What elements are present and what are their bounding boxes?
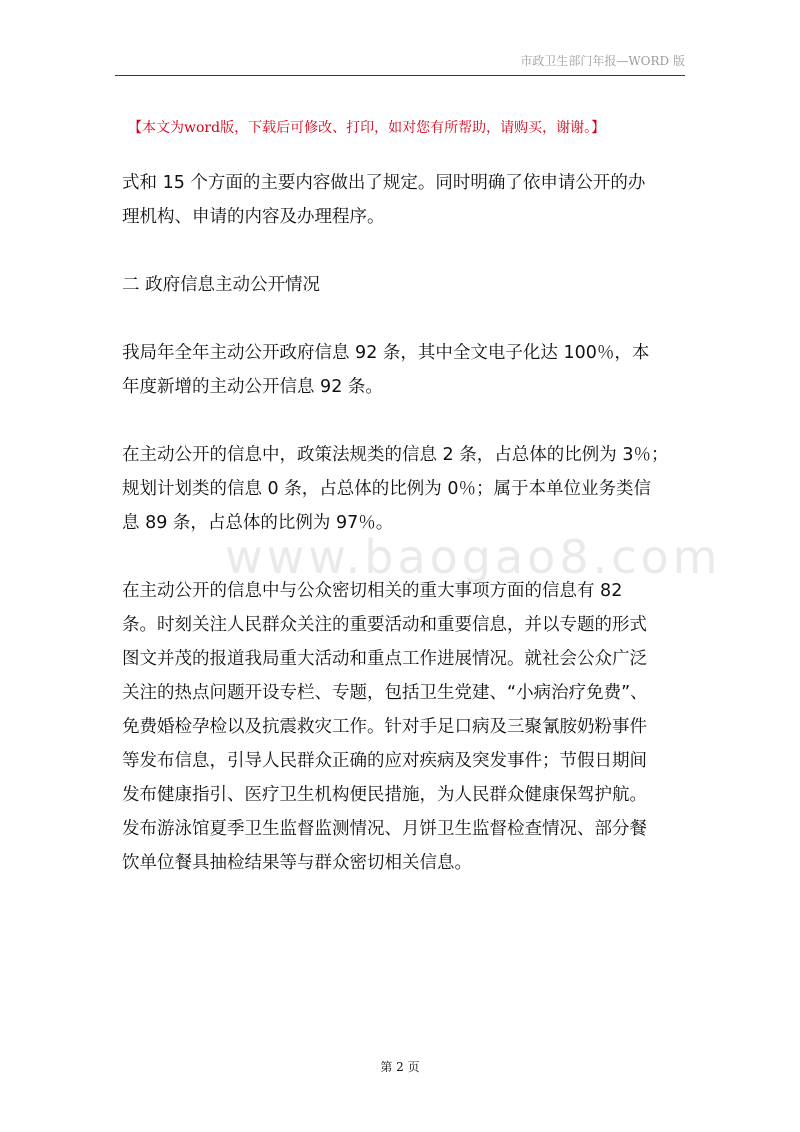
text-line: 关注的热点问题开设专栏、专题，包括卫生党建、“小病治疗免费”、 <box>122 683 648 703</box>
text-line: 息 89 条，占总体的比例为 97％。 <box>122 513 394 533</box>
text-line: 发布游泳馆夏季卫生监督监测情况、月饼卫生监督检查情况、部分餐 <box>122 819 647 839</box>
text-line: 饮单位餐具抽检结果等与群众密切相关信息。 <box>122 853 472 873</box>
paragraph-2 <box>122 336 682 404</box>
text-line: 年度新增的主动公开信息 92 条。 <box>122 377 383 397</box>
paragraph-4 <box>122 574 682 880</box>
page-number: 第 2 页 <box>380 1060 420 1074</box>
text-line: 免费婚检孕检以及抗震救灾工作。针对手足口病及三聚氰胺奶粉事件 <box>122 717 647 737</box>
text-line: 规划计划类的信息 0 条，占总体的比例为 0％；属于本单位业务类信 <box>122 479 651 499</box>
paragraph-3 <box>122 438 682 540</box>
text-line: 理机构、申请的内容及办理程序。 <box>122 207 385 227</box>
text-line: 发布健康指引、医疗卫生机构便民措施，为人民群众健康保驾护航。 <box>122 785 647 805</box>
text-line: 在主动公开的信息中，政策法规类的信息 2 条，占总体的比例为 3％； <box>122 445 669 465</box>
text-line: 我局年全年主动公开政府信息 92 条，其中全文电子化达 100％，本 <box>122 343 650 363</box>
section-heading-text: 二 政府信息主动公开情况 <box>122 275 321 295</box>
watermark: www.baogao8.com <box>225 530 722 584</box>
purchase-notice: 【本文为word版，下载后可修改、打印，如对您有所帮助，请购买，谢谢。】 <box>128 120 606 136</box>
document-body <box>122 166 682 914</box>
paragraph-1 <box>122 166 682 234</box>
text-line: 条。时刻关注人民群众关注的重要活动和重要信息，并以专题的形式 <box>122 615 647 635</box>
text-line: 在主动公开的信息中与公众密切相关的重大事项方面的信息有 82 <box>122 581 623 601</box>
text-line: 式和 15 个方面的主要内容做出了规定。同时明确了依申请公开的办 <box>122 173 646 193</box>
header-divider <box>115 75 685 76</box>
section-heading <box>122 268 682 302</box>
text-line: 图文并茂的报道我局重大活动和重点工作进展情况。就社会公众广泛 <box>122 649 647 669</box>
text-line: 等发布信息，引导人民群众正确的应对疾病及突发事件；节假日期间 <box>122 751 647 771</box>
running-header: 市政卫生部门年报—WORD 版 <box>520 54 685 68</box>
